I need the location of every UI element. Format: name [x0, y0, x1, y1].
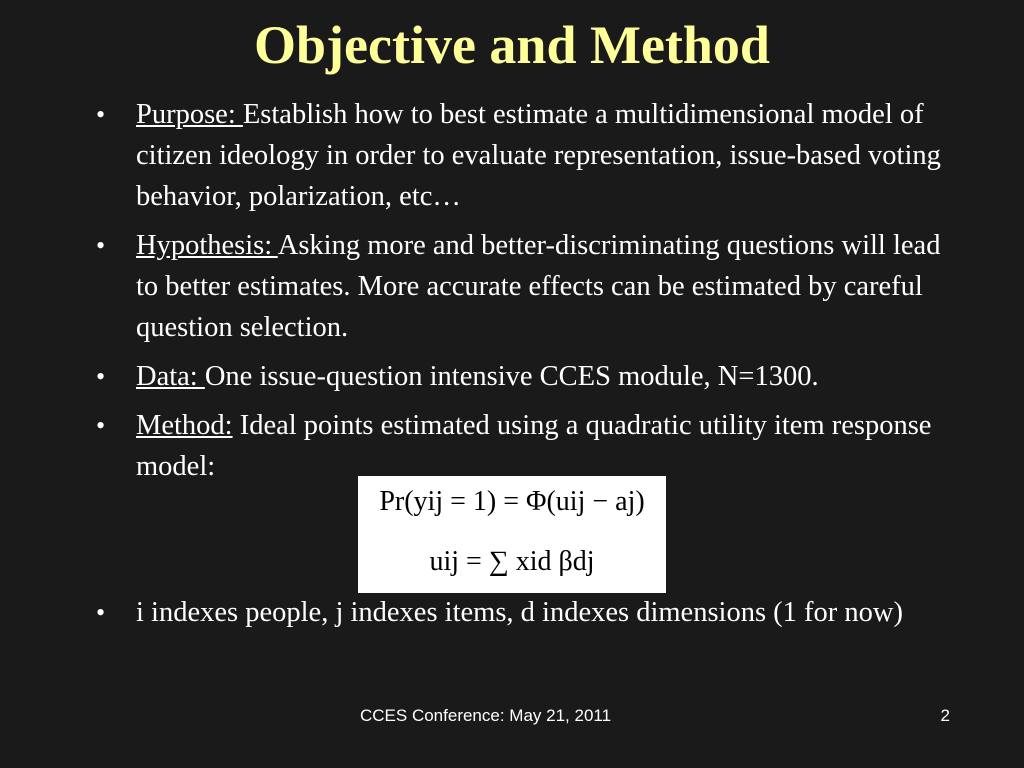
bullet-indexes	[96, 592, 956, 633]
bullet-text: Asking more and better-discriminating questions will lead to better estimates. More accurate effects can be estimated by careful question selection.	[136, 230, 941, 343]
equation-graphic	[358, 476, 666, 593]
bullet-text: i indexes people, j indexes items, d indexes dimensions (1 for now)	[136, 597, 903, 628]
bullet-list-last	[96, 592, 956, 641]
bullet-dot: •	[96, 362, 106, 391]
bullet-text: One issue-question intensive CCES module, N=1300.	[204, 361, 819, 392]
bullet-text: Establish how to best estimate a multidimensional model of citizen ideology in order to evaluate representation, issue-based voting behavior, polarization, etc…	[136, 99, 941, 212]
equation-line-2: uij = ∑ xid βdj	[429, 546, 595, 577]
bullet-label: Data:	[136, 361, 205, 392]
bullet-label: Hypothesis:	[136, 230, 278, 261]
bullet-dot: •	[96, 411, 106, 440]
page-number: 2	[940, 706, 950, 725]
bullet-dot: •	[96, 598, 106, 627]
equation-image	[358, 476, 666, 593]
equation-line-1: Pr(yij = 1) = Φ(uij − aj)	[379, 486, 645, 517]
bullet-hypothesis	[96, 225, 956, 348]
bullet-purpose	[96, 94, 956, 217]
slide-title: Objective and Method	[254, 15, 770, 75]
bullet-label: Method:	[136, 410, 233, 441]
bullet-data	[96, 356, 956, 397]
footer-text: CCES Conference: May 21, 2011	[360, 706, 612, 725]
bullet-text: Ideal points estimated using a quadratic utility item response model:	[136, 410, 932, 482]
bullet-dot: •	[96, 231, 106, 260]
bullet-method	[96, 405, 956, 487]
bullet-label: Purpose:	[136, 99, 243, 130]
bullet-dot: •	[96, 100, 106, 129]
bullet-list	[96, 94, 956, 495]
